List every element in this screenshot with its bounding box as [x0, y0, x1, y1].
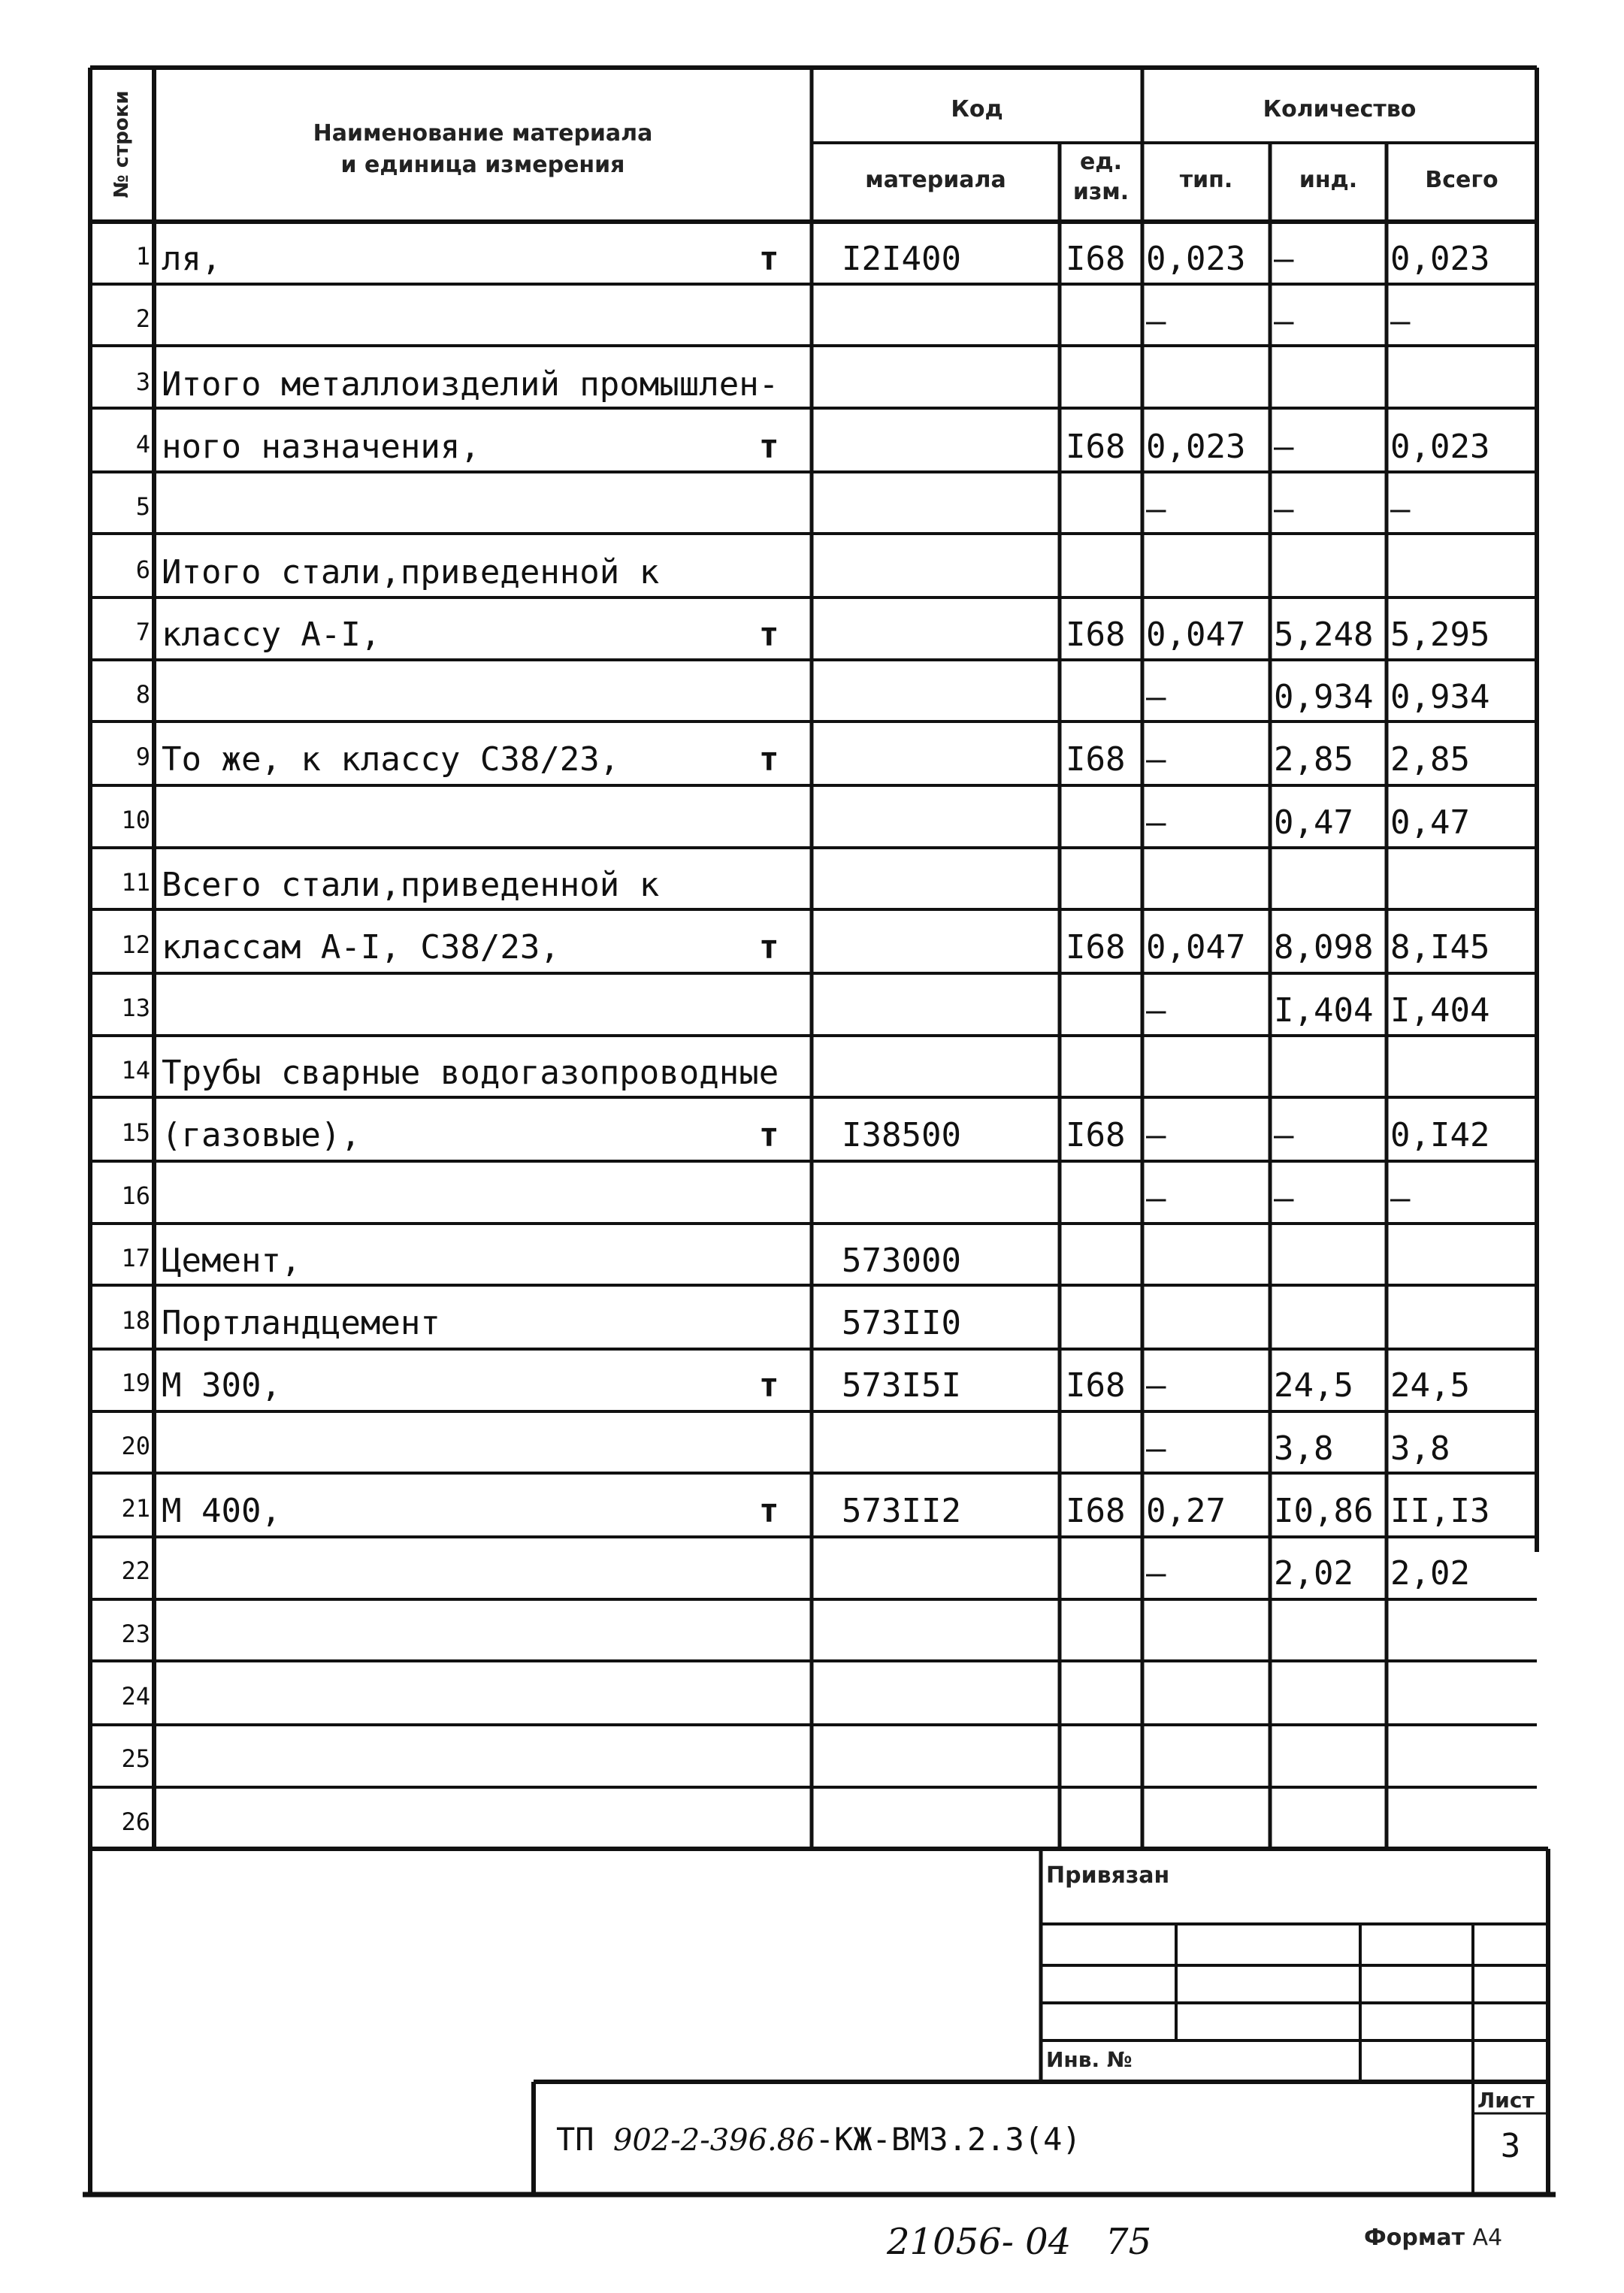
unit-code: I68 — [1066, 427, 1126, 466]
individual-quantity: I,404 — [1274, 991, 1374, 1030]
row-number: 22 — [121, 1556, 150, 1586]
document-designation — [556, 2121, 1081, 2158]
typical-quantity: – — [1146, 740, 1166, 779]
archive-number-handwritten: 21056- 04 75 — [887, 2221, 1152, 2263]
individual-quantity: – — [1274, 427, 1294, 466]
total-quantity: I,404 — [1390, 991, 1490, 1030]
typical-quantity: 0,047 — [1146, 928, 1246, 967]
unit-of-measure: т — [759, 1116, 779, 1155]
individual-quantity: 2,02 — [1274, 1554, 1353, 1593]
individual-quantity: 3,8 — [1274, 1429, 1334, 1468]
material-name: классу А-I, — [162, 615, 381, 654]
total-quantity: 8,I45 — [1390, 928, 1490, 967]
row-number: 23 — [121, 1619, 150, 1648]
unit-code: I68 — [1066, 240, 1126, 278]
row-number: 3 — [135, 367, 150, 396]
unit-code: I68 — [1066, 615, 1126, 654]
material-name: классам А-I, С38/23, — [162, 928, 560, 967]
individual-quantity: 0,47 — [1274, 803, 1353, 842]
typical-quantity: – — [1146, 1178, 1166, 1218]
total-quantity: – — [1390, 490, 1411, 529]
unit-code: I68 — [1066, 1116, 1126, 1155]
individual-quantity: I0,86 — [1274, 1492, 1374, 1530]
document-prefix: ТП — [556, 2121, 594, 2158]
material-name: То же, к классу С38/23, — [162, 740, 620, 779]
unit-of-measure: т — [759, 928, 779, 967]
row-number: 19 — [121, 1369, 150, 1398]
row-number: 1 — [135, 242, 150, 271]
typical-quantity: – — [1146, 490, 1166, 529]
material-name: Трубы сварные водогазопроводные — [162, 1053, 779, 1092]
format-label: Формат — [1364, 2225, 1465, 2251]
typical-quantity: 0,023 — [1146, 427, 1246, 466]
individual-quantity: – — [1274, 240, 1294, 278]
individual-quantity: – — [1274, 302, 1294, 341]
unit-of-measure: т — [759, 615, 779, 654]
individual-quantity: 2,85 — [1274, 740, 1353, 779]
row-number: 17 — [121, 1243, 150, 1272]
row-number: 25 — [121, 1744, 150, 1774]
format-indicator — [1364, 2225, 1502, 2251]
material-name: Цемент, — [162, 1241, 301, 1280]
typical-quantity: 0,023 — [1146, 240, 1246, 278]
unit-of-measure: т — [759, 240, 779, 278]
material-name: ного назначения, — [162, 427, 480, 466]
material-name: М 400, — [162, 1492, 281, 1530]
typical-quantity: – — [1146, 1429, 1166, 1468]
privyazan-label: Привязан — [1046, 1862, 1170, 1889]
row-number: 10 — [121, 805, 150, 834]
material-name: (газовые), — [162, 1116, 361, 1155]
material-code: 573II2 — [842, 1492, 961, 1530]
row-number: 16 — [121, 1181, 150, 1210]
material-name: Всего стали,приведенной к — [162, 866, 660, 904]
material-code: I38500 — [842, 1116, 961, 1155]
typical-quantity: – — [1146, 1554, 1166, 1593]
row-number: 26 — [121, 1807, 150, 1836]
total-quantity: II,I3 — [1390, 1492, 1490, 1530]
total-quantity: 0,934 — [1390, 678, 1490, 717]
individual-quantity: – — [1274, 490, 1294, 529]
typical-quantity: – — [1146, 991, 1166, 1030]
row-number: 15 — [121, 1118, 150, 1148]
material-code: 573II0 — [842, 1304, 961, 1343]
individual-quantity: 8,098 — [1274, 928, 1374, 967]
row-number: 12 — [121, 930, 150, 960]
row-number: 13 — [121, 993, 150, 1022]
material-name: М 300, — [162, 1366, 281, 1405]
typical-quantity: – — [1146, 1116, 1166, 1155]
typical-quantity: – — [1146, 1366, 1166, 1405]
total-header: Всего — [1425, 167, 1498, 193]
individual-quantity: 5,248 — [1274, 615, 1374, 654]
material-name: Итого металлоизделий промышлен- — [162, 365, 779, 404]
individual-quantity: – — [1274, 1178, 1294, 1218]
material-name: ля, — [162, 240, 222, 278]
typical-quantity: – — [1146, 302, 1166, 341]
typical-header: тип. — [1179, 167, 1233, 193]
unit-code: I68 — [1066, 1492, 1126, 1530]
row-number: 7 — [135, 617, 150, 646]
individual-quantity: 24,5 — [1274, 1366, 1353, 1405]
quantity-group-header: Количество — [1263, 96, 1417, 123]
typical-quantity: 0,047 — [1146, 615, 1246, 654]
unit-code: I68 — [1066, 740, 1126, 779]
unit-of-measure: т — [759, 427, 779, 466]
inventory-number-label: Инв. № — [1046, 2047, 1133, 2072]
row-number: 11 — [121, 868, 150, 897]
row-number: 21 — [121, 1494, 150, 1523]
code-group-header: Код — [951, 96, 1003, 123]
row-number: 20 — [121, 1431, 150, 1460]
total-quantity: 5,295 — [1390, 615, 1490, 654]
typical-quantity: – — [1146, 803, 1166, 842]
typical-quantity: 0,27 — [1146, 1492, 1226, 1530]
row-number: 5 — [135, 492, 150, 522]
row-number-header-label: № строки — [110, 90, 133, 198]
unit-of-measure: т — [759, 1492, 779, 1530]
row-number: 24 — [121, 1681, 150, 1711]
total-quantity: 24,5 — [1390, 1366, 1470, 1405]
total-quantity: 2,02 — [1390, 1554, 1470, 1593]
row-number: 6 — [135, 555, 150, 584]
individual-header: инд. — [1299, 167, 1358, 193]
material-name: Портландцемент — [162, 1304, 440, 1343]
material-code: I2I400 — [842, 240, 961, 278]
document-suffix: -КЖ-ВМ3.2.3(4) — [815, 2121, 1081, 2158]
name-column-header-line2: и единица измерения — [340, 152, 625, 178]
unit-of-measure: т — [759, 1366, 779, 1405]
unit-header-line1: ед. — [1080, 149, 1122, 175]
total-quantity: 0,023 — [1390, 240, 1490, 278]
name-column-header-line1: Наименование материала — [313, 120, 653, 147]
total-quantity: 2,85 — [1390, 740, 1470, 779]
format-value: А4 — [1472, 2225, 1503, 2251]
unit-of-measure: т — [759, 740, 779, 779]
typical-quantity: – — [1146, 678, 1166, 717]
row-number: 14 — [121, 1055, 150, 1084]
material-code: 573000 — [842, 1241, 961, 1280]
individual-quantity: – — [1274, 1116, 1294, 1155]
material-code: 573I5I — [842, 1366, 961, 1405]
unit-header-line2: изм. — [1072, 179, 1130, 205]
material-code-header: материала — [865, 167, 1006, 193]
row-number: 4 — [135, 429, 150, 458]
row-number: 8 — [135, 680, 150, 709]
total-quantity: 0,023 — [1390, 427, 1490, 466]
unit-code: I68 — [1066, 1366, 1126, 1405]
individual-quantity: 0,934 — [1274, 678, 1374, 717]
total-quantity: – — [1390, 1178, 1411, 1218]
row-number-header — [90, 68, 154, 222]
row-number: 9 — [135, 743, 150, 772]
total-quantity: 3,8 — [1390, 1429, 1450, 1468]
material-name: Итого стали,приведенной к — [162, 552, 660, 591]
unit-code: I68 — [1066, 928, 1126, 967]
total-quantity: 0,I42 — [1390, 1116, 1490, 1155]
row-number: 2 — [135, 304, 150, 334]
sheet-number: 3 — [1500, 2127, 1521, 2165]
total-quantity: – — [1390, 302, 1411, 341]
total-quantity: 0,47 — [1390, 803, 1470, 842]
sheet-label: Лист — [1477, 2088, 1535, 2113]
document-number-handwritten: 902-2-396.86 — [612, 2123, 815, 2158]
row-number: 18 — [121, 1306, 150, 1336]
